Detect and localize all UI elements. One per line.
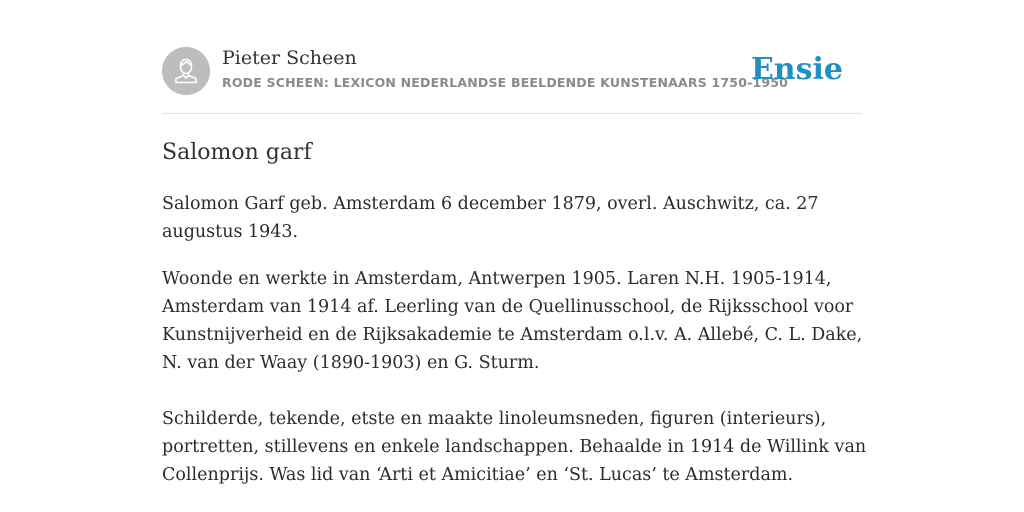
article-paragraph: Schilderde, tekende, etste en maakte linoleumsneden, figuren (interieurs), portretten, stillevens en enkele landschappen. Behaalde in 1914 de Willink van Collenprijs. Was lid van ‘Arti et Amicitiae’ en ‘St. Lucas’ te Amsterdam. [162,409,867,485]
ensie-logo[interactable]: Ensie [750,52,843,87]
article-paragraph: Woonde en werkte in Amsterdam, Antwerpen 1905. Laren N.H. 1905-1914, Amsterdam van 1914 af. Leerling van de Quellinusschool, de Rijksschool voor Kunstnijverheid en de Rijksakademie te Amsterdam o.l.v. A. Allebé, C. L. Dake, N. van der Waay (1890-1903) en G. Sturm. [162,269,863,373]
author-header [162,46,862,96]
source-title[interactable]: RODE SCHEEN: LEXICON NEDERLANDSE BEELDENDE KUNSTENAARS 1750-1950 [222,75,789,90]
article-title: Salomon garf [162,140,312,165]
header-divider [162,113,862,114]
author-avatar[interactable] [162,47,210,95]
article-body [162,190,867,489]
article-paragraph: Salomon Garf geb. Amsterdam 6 december 1879, overl. Auschwitz, ca. 27 augustus 1943. [162,194,819,242]
user-icon [162,47,210,95]
author-name[interactable]: Pieter Scheen [222,47,357,69]
